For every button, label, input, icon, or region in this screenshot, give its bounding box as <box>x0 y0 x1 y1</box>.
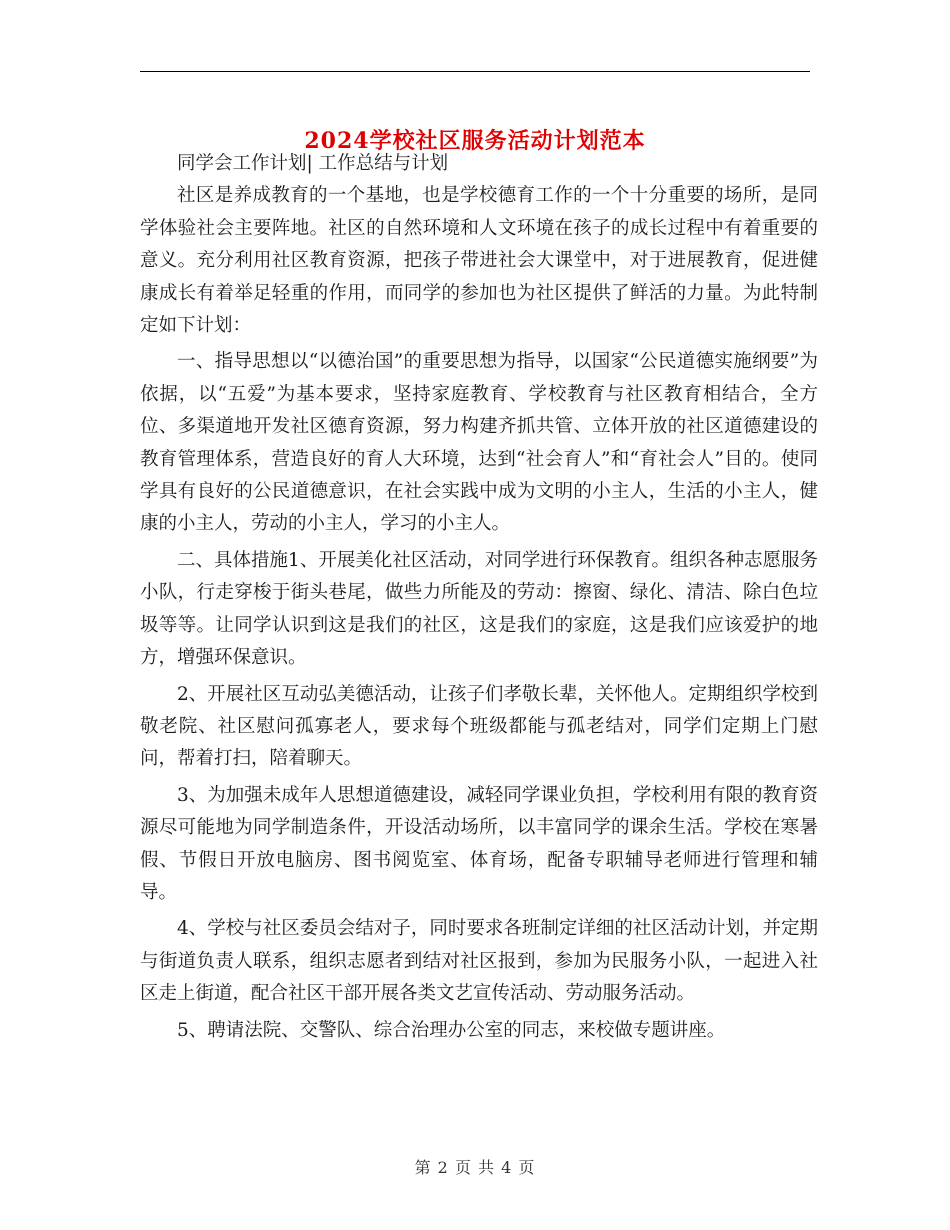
paragraph-measure-3: 3、为加强未成年人思想道德建设，减轻同学课业负担，学校利用有限的教育资源尽可能地为同学制造条件，开设活动场所，以丰富同学的课余生活。学校在寒暑假、节假日开放电脑房、图书阅览室、体育场，配备专职辅导老师进行管理和辅导。 <box>140 784 818 903</box>
paragraph-guiding-ideology: 一、指导思想以“以德治国”的重要思想为指导，以国家“公民道德实施纲要”为依据，以“五爱”为基本要求，坚持家庭教育、学校教育与社区教育相结合，全方位、多渠道地开发社区德育资源，努力构建齐抓共管、立体开放的社区道德建设的教育管理体系，营造良好的育人大环境，达到“社会育人”和“育社会人”目的。使同学具有良好的公民道德意识，在社会实践中成为文明的小主人，生活的小主人，健康的小主人，劳动的小主人，学习的小主人。 <box>140 351 818 535</box>
paragraph-measure-5: 5、聘请法院、交警队、综合治理办公室的同志，来校做专题讲座。 <box>177 1019 726 1041</box>
paragraph-measure-2: 2、开展社区互动弘美德活动，让孩子们孝敬长辈，关怀他人。定期组织学校到敬老院、社区慰问孤寡老人，要求每个班级都能与孤老结对，同学们定期上门慰问，帮着打扫，陪着聊天。 <box>140 683 818 770</box>
page-footer <box>0 1155 950 1178</box>
document-body <box>140 148 818 1051</box>
document-subtitle: 同学会工作计划| 工作总结与计划 <box>177 153 449 174</box>
paragraph-measure-1: 二、具体措施1、开展美化社区活动，对同学进行环保教育。组织各种志愿服务小队，行走穿梭于街头巷尾，做些力所能及的劳动：擦窗、绿化、清洁、除白色垃圾等等。让同学认识到这是我们的社区，这是我们的家庭，这是我们应该爱护的地方，增强环保意识。 <box>140 549 818 669</box>
header-rule <box>140 71 810 72</box>
page-number: 第 2 页 共 4 页 <box>414 1158 536 1177</box>
paragraph-intro: 社区是养成教育的一个基地，也是学校德育工作的一个十分重要的场所，是同学体验社会主要阵地。社区的自然环境和人文环境在孩子的成长过程中有着重要的意义。充分利用社区教育资源，把孩子带进社会大课堂中，对于进展教育，促进健康成长有着举足轻重的作用，而同学的参加也为社区提供了鲜活的力量。为此特制定如下计划： <box>140 185 818 337</box>
paragraph-measure-4: 4、学校与社区委员会结对子，同时要求各班制定详细的社区活动计划，并定期与街道负责人联系，组织志愿者到结对社区报到，参加为民服务小队，一起进入社区走上街道，配合社区干部开展各类文艺宣传活动、劳动服务活动。 <box>140 918 818 1005</box>
document-title: 2024学校社区服务活动计划范本 <box>304 127 646 154</box>
